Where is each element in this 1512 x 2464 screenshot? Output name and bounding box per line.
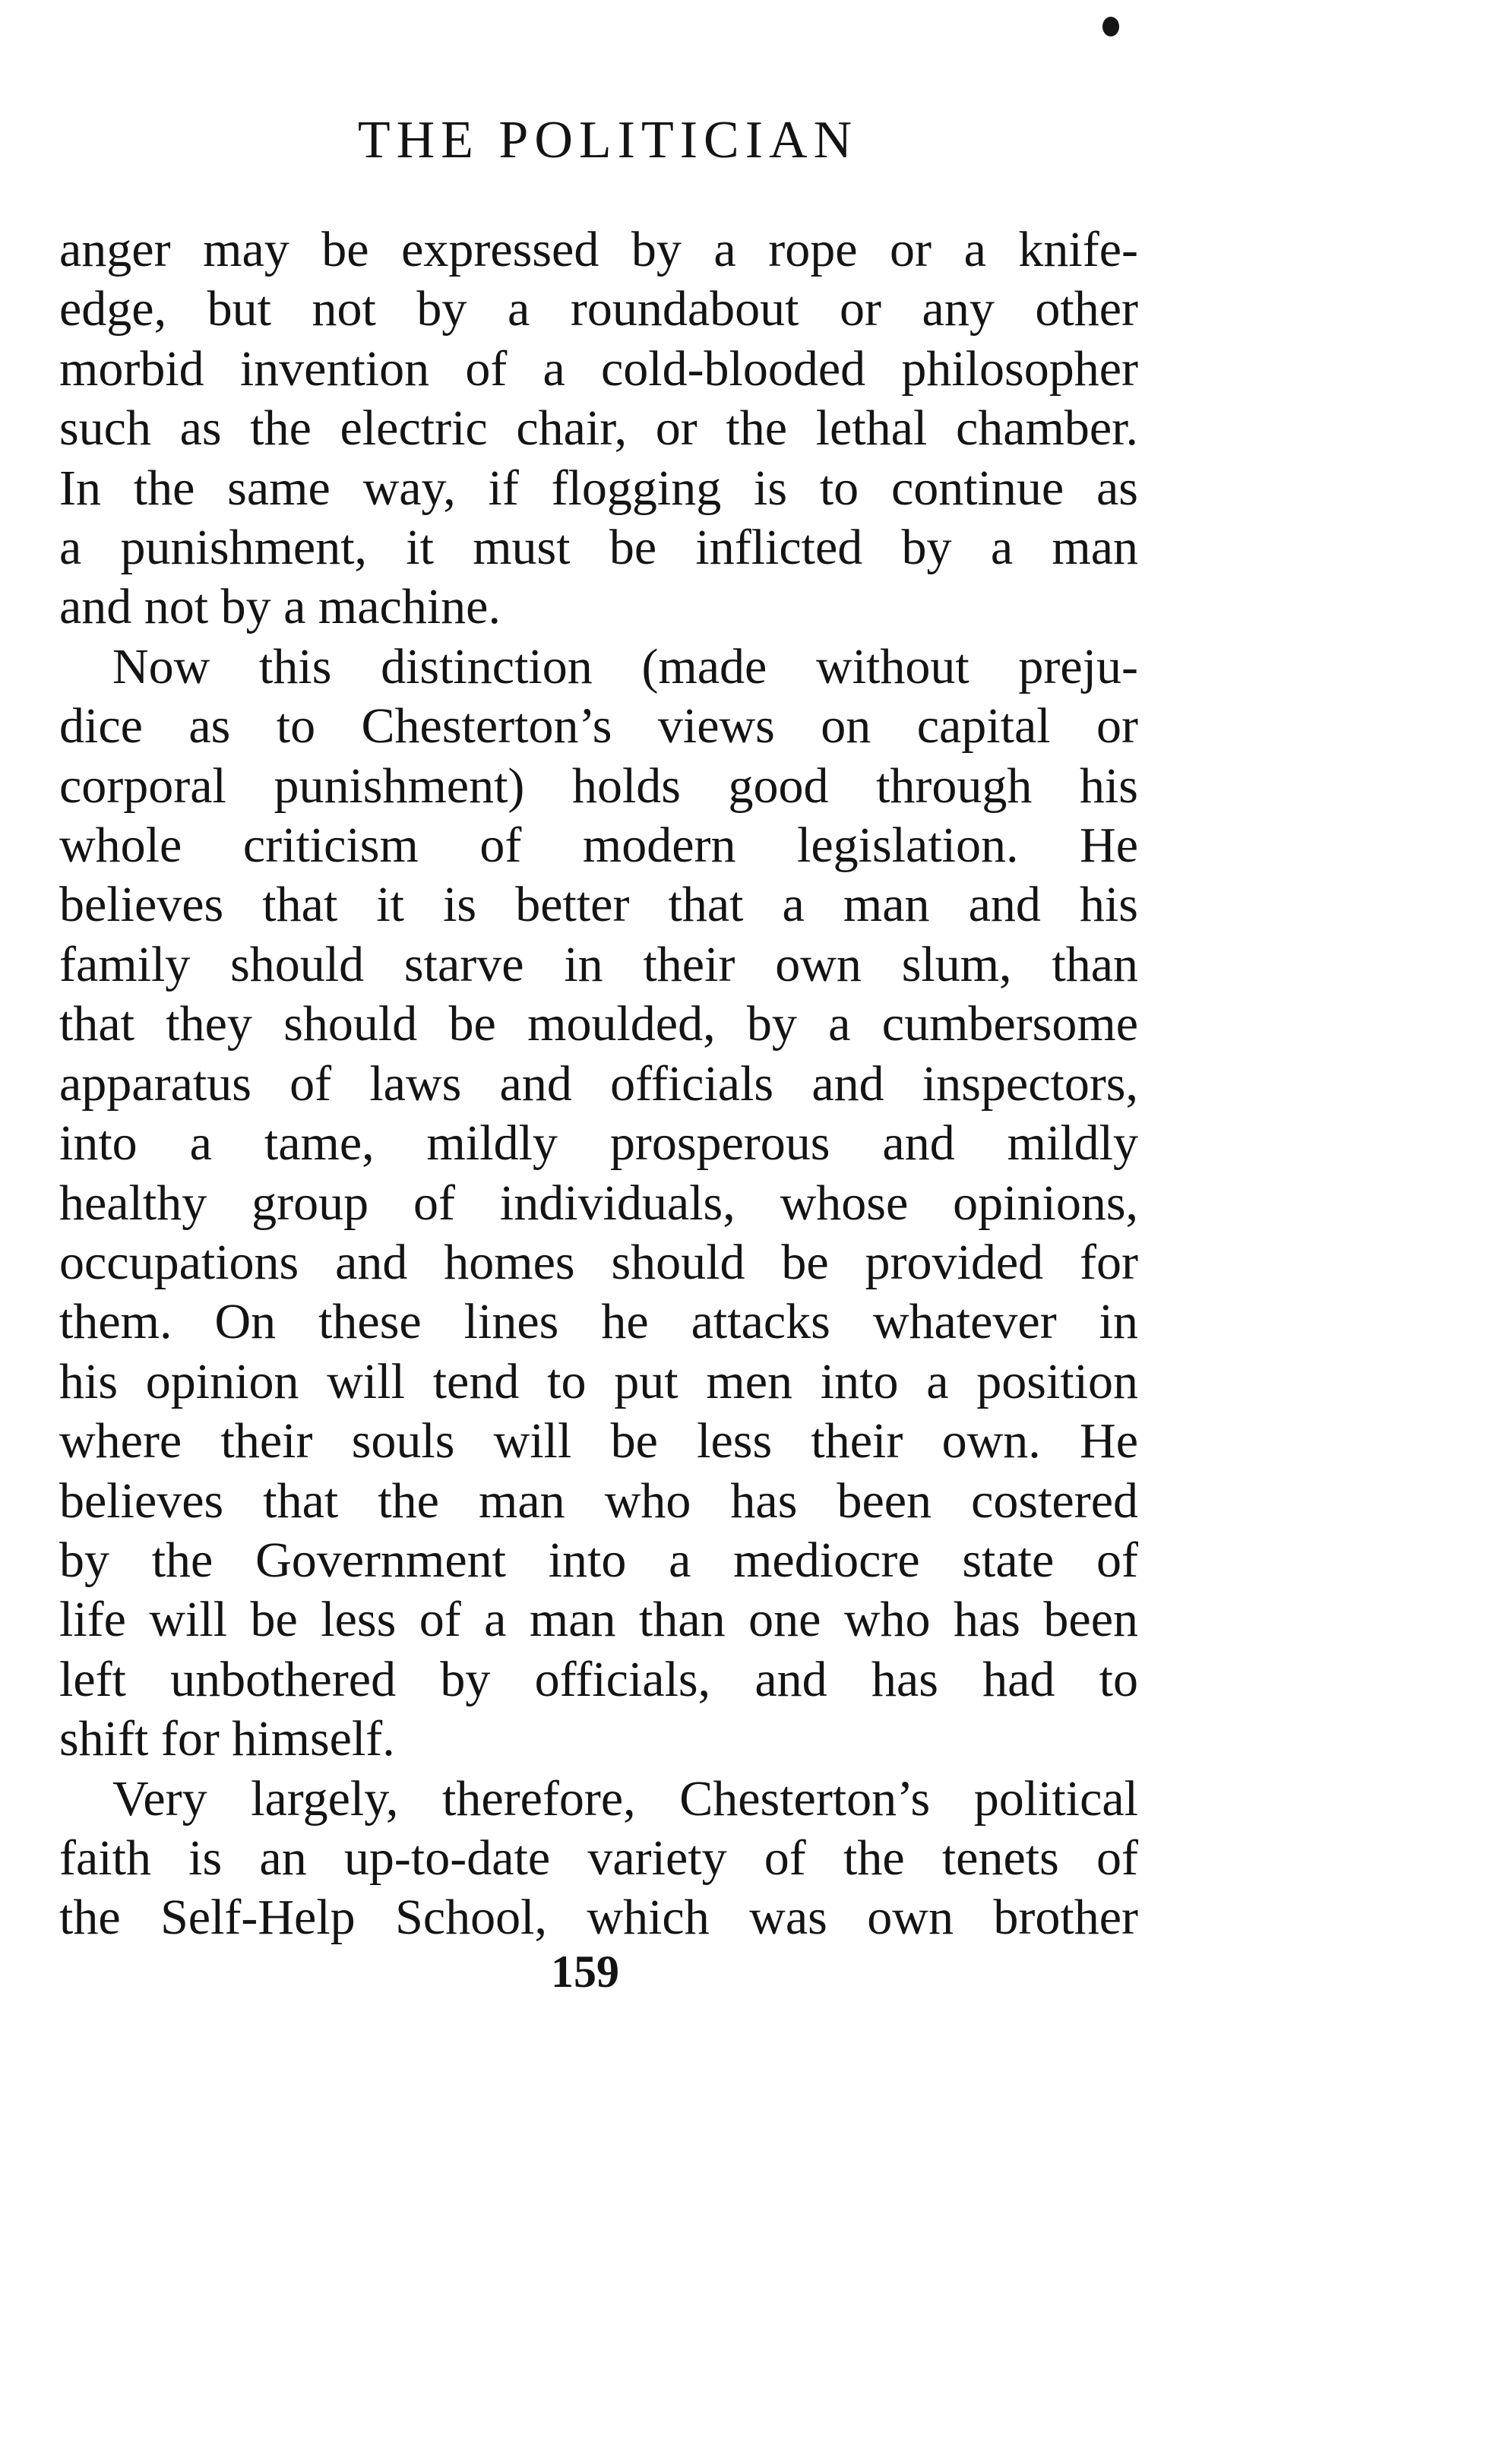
text-line: believes that the man who has been costered	[59, 1472, 1138, 1529]
text-line: occupations and homes should be provided for	[59, 1234, 1138, 1290]
text-line: family should starve in their own slum, than	[59, 936, 1138, 992]
text-line: that they should be moulded, by a cumbersome	[59, 996, 1138, 1052]
text-line: a punishment, it must be inflicted by a man	[59, 520, 1138, 576]
text-line: In the same way, if flogging is to continue as	[59, 460, 1138, 516]
text-line: anger may be expressed by a rope or a knife-	[59, 222, 1138, 277]
text-line: whole criticism of modern legislation. He	[59, 818, 1138, 874]
text-line: and not by a machine.	[59, 579, 501, 635]
text-line: apparatus of laws and officials and inspectors,	[59, 1055, 1138, 1112]
text-line: by the Government into a mediocre state of	[59, 1532, 1138, 1588]
text-line: healthy group of individuals, whose opinions,	[59, 1175, 1138, 1231]
paragraph-2	[59, 637, 1138, 1770]
text-line: Very largely, therefore, Chesterton’s political	[112, 1770, 1138, 1827]
text-line: dice as to Chesterton’s views on capital or	[59, 698, 1138, 754]
text-line: Now this distinction (made without preju-	[112, 638, 1138, 694]
text-line: life will be less of a man than one who has been	[59, 1592, 1138, 1648]
page-number: 159	[551, 1947, 619, 1997]
text-line: left unbothered by officials, and has had to	[59, 1651, 1138, 1707]
text-line: the Self-Help School, which was own brother	[59, 1890, 1138, 1946]
text-line: faith is an up-to-date variety of the tenets of	[59, 1830, 1138, 1886]
body-text	[59, 220, 1138, 1948]
text-line: edge, but not by a roundabout or any other	[59, 281, 1138, 337]
text-line: his opinion will tend to put men into a position	[59, 1353, 1138, 1409]
text-line: morbid invention of a cold-blooded philosopher	[59, 340, 1138, 397]
running-head: THE POLITICIAN	[357, 111, 859, 169]
text-line: such as the electric chair, or the lethal chamber.	[59, 400, 1138, 457]
text-line: corporal punishment) holds good through his	[59, 758, 1138, 814]
text-line: believes that it is better that a man and his	[59, 877, 1138, 933]
paragraph-3	[59, 1770, 1138, 1948]
text-line: shift for himself.	[59, 1711, 395, 1767]
page-corner-mark	[1102, 17, 1119, 36]
text-line: into a tame, mildly prosperous and mildly	[59, 1115, 1138, 1172]
paragraph-1	[59, 220, 1138, 637]
text-line: where their souls will be less their own. He	[59, 1413, 1138, 1469]
text-line: them. On these lines he attacks whatever in	[59, 1294, 1138, 1350]
